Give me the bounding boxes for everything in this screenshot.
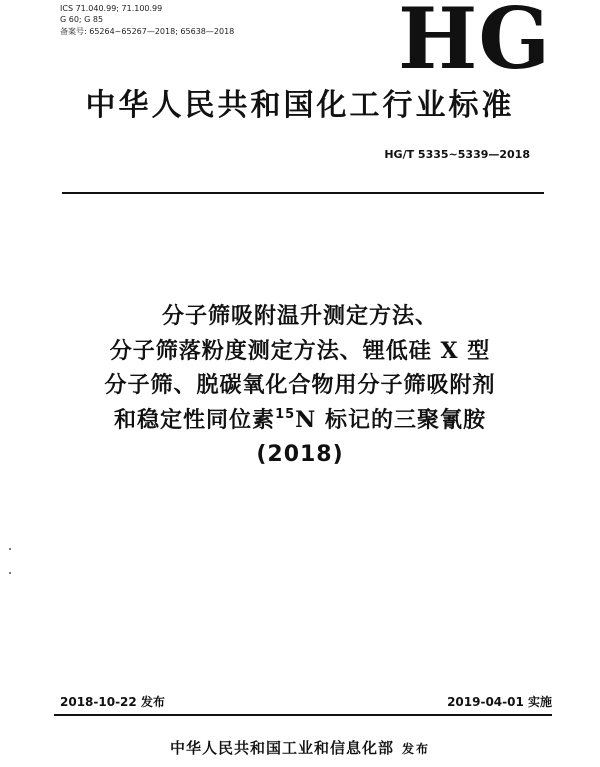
hg-logo: HG [398,0,552,88]
title-line-1-text: 分子筛吸附温升测定方法、 [161,304,438,329]
title-line-4-prefix: 和稳定性同位素 [114,408,276,433]
scan-mark [9,548,11,550]
title-line-2-suffix: 型 [467,339,491,364]
title-line-4-suffix: 标记的三聚氰胺 [324,408,486,433]
title-isotope-symbol: N [295,407,317,433]
header-divider [62,192,544,194]
title-line-1 [40,300,560,334]
title-line-2 [40,334,560,369]
issuing-authority [0,738,600,759]
issuer-action: 发布 [402,742,431,756]
implement-date: 2019-04-01 实施 [447,695,552,709]
footer-divider [54,714,552,716]
title-line-4 [40,403,560,438]
title-line-3 [40,369,560,403]
standard-category: 中华人民共和国化工行业标准 [85,88,515,123]
record-number: 备案号: 65264~65267—2018; 65638—2018 [60,27,235,36]
ccs-code: G 60; G 85 [60,15,104,24]
title-year: (2018) [256,442,344,467]
scan-mark [9,572,11,574]
title-line-2-prefix: 分子筛落粉度测定方法、锂低硅 [109,339,432,364]
title-isotope-mass: 15 [275,407,296,422]
standard-number: HG/T 5335~5339—2018 [384,148,530,161]
ics-code: ICS 71.040.99; 71.100.99 [60,4,163,13]
title-line-5 [40,438,560,472]
title-line-3-text: 分子筛、脱碳氧化合物用分子筛吸附剂 [104,373,496,398]
title-line-2-letter: X [440,338,459,364]
issuer-name: 中华人民共和国工业和信息化部 [169,739,394,757]
publish-date: 2018-10-22 发布 [60,695,165,709]
document-title [40,300,560,472]
